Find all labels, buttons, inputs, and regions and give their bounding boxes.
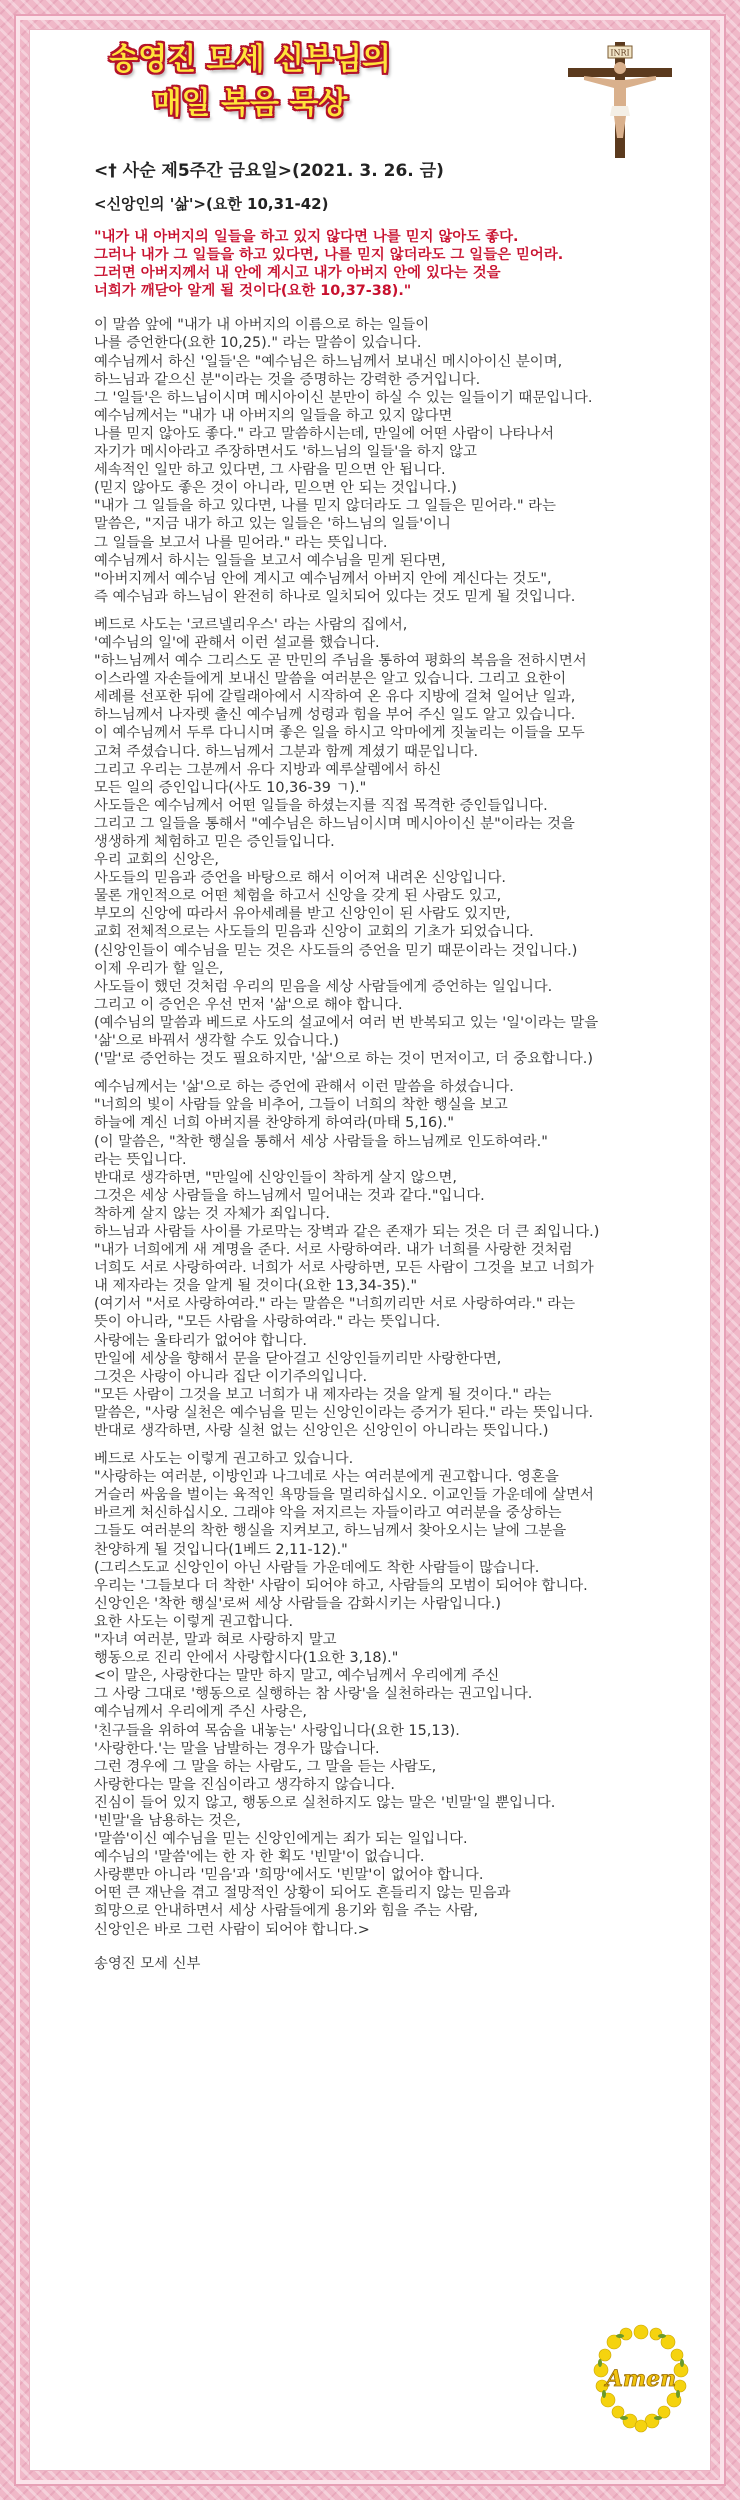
text-line: '예수님의 일'에 관해서 이런 설교를 했습니다.: [94, 634, 380, 651]
text-line: "너희의 빛이 사람들 앞을 비추어, 그들이 너희의 착한 행실을 보고: [94, 1097, 508, 1114]
paragraph: [94, 616, 684, 1068]
text-line: 교회 전체적으로는 사도들의 믿음과 신앙이 교회의 기초가 되었습니다.: [94, 924, 534, 941]
text-line: 그것은 세상 사람들을 하느님께서 밀어내는 것과 같다."입니다.: [94, 1187, 485, 1204]
gospel-quote: [94, 228, 684, 300]
crucifix-icon: [560, 38, 680, 158]
text-line: 세속적인 일만 하고 있다면, 그 사람을 믿으면 안 됩니다.: [94, 462, 446, 479]
text-line: (여기서 "서로 사랑하여라." 라는 말씀은 "너희끼리만 서로 사랑하여라." 라는: [94, 1296, 575, 1313]
text-line: 물론 개인적으로 어떤 체험을 하고서 신앙을 갖게 된 사람도 있고,: [94, 888, 502, 905]
text-line: 세례를 선포한 뒤에 갈릴래아에서 시작하여 온 유다 지방에 걸쳐 일어난 일과,: [94, 689, 576, 706]
flower-wreath-icon: [586, 2318, 696, 2438]
text-line: 너희도 서로 사랑하여라. 너희가 서로 사랑하면, 모든 사람이 그것을 보고 너희가: [94, 1260, 594, 1277]
text-line: 베드로 사도는 이렇게 권고하고 있습니다.: [94, 1451, 354, 1468]
text-line: 하느님과 같으신 분"이라는 것을 증명하는 강력한 증거입니다.: [94, 371, 481, 388]
text-line: 그 사랑 그대로 '행동으로 실행하는 참 사랑'을 실천하라는 권고입니다.: [94, 1686, 533, 1703]
text-line: 부모의 신앙에 따라서 유아세례를 받고 신앙인이 된 사람도 있지만,: [94, 906, 511, 923]
text-line: 이제 우리가 할 일은,: [94, 960, 224, 977]
text-line: 착하게 살지 않는 것 자체가 죄입니다.: [94, 1205, 330, 1222]
text-line: 우리는 '그들보다 더 착한' 사람이 되어야 하고, 사람들의 모범이 되어야 합니다.: [94, 1577, 588, 1594]
text-line: 베드로 사도는 '코르넬리우스' 라는 사람의 집에서,: [94, 616, 408, 633]
text-line: '친구들을 위하여 목숨을 내놓는' 사랑입니다(요한 15,13).: [94, 1722, 460, 1739]
page-title: [60, 38, 440, 126]
text-line: 하느님과 사람들 사이를 가로막는 장벽과 같은 존재가 되는 것은 더 큰 죄입니다.): [94, 1223, 600, 1240]
text-line: 나를 믿지 않아도 좋다." 라고 말씀하시는데, 만일에 어떤 사람이 나타나서: [94, 425, 555, 442]
text-line: "사랑하는 여러분, 이방인과 나그네로 사는 여러분에게 권고합니다. 영혼을: [94, 1469, 559, 1486]
date-line: <† 사순 제5주간 금요일>(2021. 3. 26. 금): [94, 161, 444, 181]
text-line: 내 제자라는 것을 알게 될 것이다(요한 13,34-35).": [94, 1278, 418, 1295]
text-line: 사랑뿐만 아니라 '믿음'과 '희망'에서도 '빈말'이 없어야 합니다.: [94, 1867, 484, 1884]
title-line-2: 매일 복음 묵상: [152, 86, 348, 121]
text-line: 예수님께서 하시는 일들을 보고서 예수님을 믿게 된다면,: [94, 552, 446, 569]
text-line: "아버지께서 예수님 안에 계시고 예수님께서 아버지 안에 계신다는 것도",: [94, 570, 552, 587]
text-line: "내가 그 일들을 하고 있다면, 나를 믿지 않더라도 그 일들은 믿어라." 라는: [94, 498, 556, 515]
author-signature: 송영진 모세 신부: [94, 1955, 201, 1972]
text-line: '말씀'이신 예수님을 믿는 신앙인에게는 죄가 되는 일입니다.: [94, 1831, 468, 1848]
text-line: 예수님께서는 '삶'으로 하는 증언에 관해서 이런 말씀을 하셨습니다.: [94, 1079, 514, 1096]
text-line: 그 '일들'은 하느님이시며 메시아이신 분만이 하실 수 있는 일들이기 때문입니다.: [94, 389, 593, 406]
text-line: 그것은 사랑이 아니라 집단 이기주의입니다.: [94, 1368, 368, 1385]
text-line: 거슬러 싸움을 벌이는 육적인 욕망들을 멀리하십시오. 이교인들 가운데에 살면서: [94, 1487, 594, 1504]
text-line: 라는 뜻입니다.: [94, 1151, 187, 1168]
text-line: 하늘에 계신 너희 아버지를 찬양하게 하여라(마태 5,16).": [94, 1115, 454, 1132]
reflection-content: [94, 160, 684, 1973]
text-line: 예수님께서 하신 '일들'은 "예수님은 하느님께서 보내신 메시아이신 분이며,: [94, 353, 563, 370]
text-line: 이 말씀 앞에 "내가 내 아버지의 이름으로 하는 일들이: [94, 317, 430, 334]
text-line: 이스라엘 자손들에게 보내신 말씀을 여러분은 알고 있습니다. 그리고 요한이: [94, 671, 567, 688]
text-line: 어떤 큰 재난을 겪고 절망적인 상황이 되어도 흔들리지 않는 믿음과: [94, 1885, 511, 1902]
text-line: 신앙인은 바로 그런 사람이 되어야 합니다.>: [94, 1921, 370, 1938]
quote-line: 그러면 아버지께서 내 안에 계시고 내가 아버지 안에 있다는 것을: [94, 265, 501, 282]
text-line: 진심이 들어 있지 않고, 행동으로 실천하지도 않는 말은 '빈말'일 뿐입니다.: [94, 1794, 556, 1811]
text-line: 그 일들을 보고서 나를 믿어라." 라는 뜻입니다.: [94, 534, 388, 551]
amen-text: Amen: [605, 2366, 677, 2392]
text-line: 반대로 생각하면, "만일에 신앙인들이 착하게 살지 않으면,: [94, 1169, 457, 1186]
paragraph: [94, 1450, 684, 1939]
text-line: '사랑한다.'는 말을 남발하는 경우가 많습니다.: [94, 1740, 380, 1757]
text-line: 행동으로 진리 안에서 사랑합시다(1요한 3,18).": [94, 1650, 399, 1667]
text-line: 말씀은, "지금 내가 하고 있는 일들은 '하느님의 일들'이니: [94, 516, 451, 533]
text-line: ('말'로 증언하는 것도 필요하지만, '삶'으로 하는 것이 먼저이고, 더 중요합니다.): [94, 1051, 593, 1068]
text-line: 그들도 여러분의 착한 행실을 지켜보고, 하느님께서 찾아오시는 날에 그분을: [94, 1523, 567, 1540]
text-line: 반대로 생각하면, 사랑 실천 없는 신앙인은 신앙인이 아니라는 뜻입니다.): [94, 1423, 549, 1439]
quote-line: 그러나 내가 그 일들을 하고 있다면, 나를 믿지 않더라도 그 일들은 믿어라.: [94, 247, 564, 264]
text-line: 바르게 처신하십시오. 그래야 악을 저지르는 자들이라고 여러분을 중상하는: [94, 1505, 562, 1522]
text-line: '삶'으로 바꿔서 생각할 수도 있습니다.): [94, 1033, 339, 1050]
quote-line: "내가 내 아버지의 일들을 하고 있지 않다면 나를 믿지 않아도 좋다.: [94, 229, 519, 245]
text-line: "내가 너희에게 새 계명을 준다. 서로 사랑하여라. 내가 너희를 사랑한 것처럼: [94, 1242, 573, 1259]
text-line: 예수님의 '말씀'에는 한 자 한 획도 '빈말'이 없습니다.: [94, 1849, 425, 1866]
text-line: 만일에 세상을 향해서 문을 닫아걸고 신앙인들끼리만 사랑한다면,: [94, 1350, 502, 1367]
text-line: 이 예수님께서 두루 다니시며 좋은 일을 하시고 악마에게 짓눌리는 이들을 모두: [94, 725, 585, 742]
paragraph: [94, 316, 684, 606]
text-line: "하느님께서 예수 그리스도 곧 만민의 주님을 통하여 평화의 복음을 전하시면서: [94, 653, 587, 670]
quote-line: 너희가 깨닫아 알게 될 것이다(요한 10,37-38).": [94, 283, 412, 300]
text-line: 하느님께서 나자렛 출신 예수님께 성령과 힘을 부어 주신 일도 알고 있습니다.: [94, 707, 576, 724]
crucifix-inscription: INRI: [610, 48, 630, 58]
text-line: (예수님의 말씀과 베드로 사도의 설교에서 여러 번 반복되고 있는 '일'이라는 말을: [94, 1014, 599, 1031]
text-line: 사도들의 믿음과 증언을 바탕으로 해서 이어져 내려온 신앙입니다.: [94, 870, 506, 887]
text-line: (이 말씀은, "착한 행실을 통해서 세상 사람들을 하느님께로 인도하여라.": [94, 1133, 548, 1150]
text-line: 사랑한다는 말을 진심이라고 생각하지 않습니다.: [94, 1776, 395, 1793]
text-line: 생생하게 체험하고 믿은 증인들입니다.: [94, 834, 335, 850]
text-line: 고쳐 주셨습니다. 하느님께서 그분과 함께 계셨기 때문입니다.: [94, 743, 479, 760]
text-line: "자녀 여러분, 말과 혀로 사랑하지 말고: [94, 1632, 337, 1649]
text-line: 그런 경우에 그 말을 하는 사람도, 그 말을 듣는 사람도,: [94, 1758, 437, 1775]
text-line: 말씀은, "사랑 실천은 예수님을 믿는 신앙인이라는 증거가 된다." 라는 뜻입니다.: [94, 1404, 594, 1421]
text-line: 즉 예수님과 하느님이 완전히 하나로 일치되어 있다는 것도 믿게 될 것입니다.: [94, 588, 576, 605]
title-line-1: 송영진 모세 신부님의: [109, 42, 391, 77]
text-line: 찬양하게 될 것입니다(1베드 2,11-12).": [94, 1541, 348, 1558]
text-line: 모든 일의 증인입니다(사도 10,36-39 ㄱ).": [94, 779, 367, 796]
text-line: 우리 교회의 신앙은,: [94, 852, 219, 869]
text-line: 사도들은 예수님께서 어떤 일들을 하셨는지를 직접 목격한 증인들입니다.: [94, 797, 548, 814]
text-line: (그리스도교 신앙인이 아닌 사람들 가운데에도 착한 사람들이 많습니다.: [94, 1559, 540, 1576]
text-line: <이 말은, 사랑한다는 말만 하지 말고, 예수님께서 우리에게 주신: [94, 1668, 500, 1685]
text-line: "모든 사람이 그것을 보고 너희가 내 제자라는 것을 알게 될 것이다." 라는: [94, 1386, 552, 1403]
text-line: (신앙인들이 예수님을 믿는 것은 사도들의 증언을 믿기 때문이라는 것입니다.): [94, 942, 578, 959]
text-line: 신앙인은 '착한 행실'로써 세상 사람들을 감화시키는 사람입니다.): [94, 1595, 501, 1612]
text-line: 그리고 이 증언은 우선 먼저 '삶'으로 해야 합니다.: [94, 996, 403, 1013]
text-line: 예수님께서는 "내가 내 아버지의 일들을 하고 있지 않다면: [94, 407, 453, 424]
text-line: 희망으로 안내하면서 세상 사람들에게 용기와 힘을 주는 사람,: [94, 1903, 479, 1920]
text-line: 그리고 우리는 그분께서 유다 지방과 예루살렘에서 하신: [94, 761, 442, 778]
text-line: 요한 사도는 이렇게 권고합니다.: [94, 1613, 294, 1630]
text-line: 뜻이 아니라, "모든 사람을 사랑하여라." 라는 뜻입니다.: [94, 1314, 441, 1331]
reading-subtitle: <신앙인의 '삶'>(요한 10,31-42): [94, 195, 329, 213]
paragraph: [94, 1078, 684, 1440]
text-line: '빈말'을 남용하는 것은,: [94, 1812, 241, 1829]
text-line: 예수님께서 우리에게 주신 사랑은,: [94, 1704, 307, 1721]
text-line: 자기가 메시아라고 주장하면서도 '하느님의 일들'을 하지 않고: [94, 444, 477, 461]
text-line: 사도들이 했던 것처럼 우리의 믿음을 세상 사람들에게 증언하는 일입니다.: [94, 978, 553, 995]
text-line: (믿지 않아도 좋은 것이 아니라, 믿으면 안 되는 것입니다.): [94, 480, 457, 497]
text-line: 사랑에는 울타리가 없어야 합니다.: [94, 1332, 307, 1349]
text-line: 그리고 그 일들을 통해서 "예수님은 하느님이시며 메시아이신 분"이라는 것을: [94, 815, 575, 832]
text-line: 나를 증언한다(요한 10,25)." 라는 말씀이 있습니다.: [94, 335, 422, 352]
